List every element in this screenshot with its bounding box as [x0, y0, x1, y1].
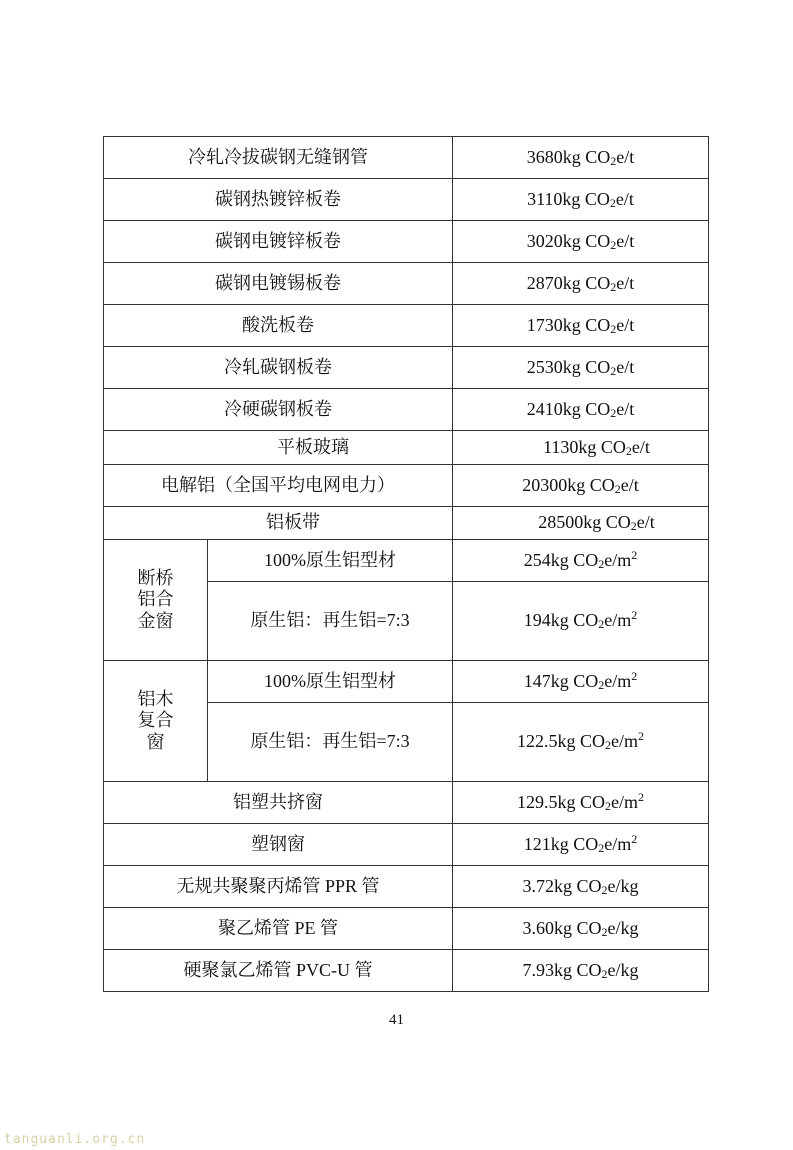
table-row	[104, 950, 709, 992]
material-name: 铝板带	[104, 507, 453, 540]
table-row	[104, 465, 709, 507]
emission-value: 2870kg $CO_2e/t$	[453, 263, 709, 305]
material-name: 碳钢电镀锌板卷	[104, 221, 453, 263]
emission-value: 194kg $CO_2e/m^2$	[453, 582, 709, 661]
material-name: 平板玻璃	[104, 431, 453, 465]
material-name: 酸洗板卷	[104, 305, 453, 347]
table-row	[104, 305, 709, 347]
table-row	[104, 179, 709, 221]
emission-factor-table	[103, 136, 709, 992]
emission-value: 3.72kg $CO_2e/kg$	[453, 866, 709, 908]
emission-value: 2530kg $CO_2e/t$	[453, 347, 709, 389]
sub-material-name: 原生铝：再生铝=7:3	[208, 582, 453, 661]
table-row	[104, 137, 709, 179]
material-name: 电解铝（全国平均电网电力）	[104, 465, 453, 507]
table-row	[104, 661, 709, 703]
emission-value: 129.5kg $CO_2e/m^2$	[453, 782, 709, 824]
sub-material-name: 100%原生铝型材	[208, 661, 453, 703]
table-row	[104, 347, 709, 389]
emission-value: 20300kg $CO_2e/t$	[453, 465, 709, 507]
table-row	[104, 782, 709, 824]
group-label-aluminum-wood-window: 铝木 复合 窗	[104, 661, 208, 782]
table-row	[104, 866, 709, 908]
table-row	[104, 908, 709, 950]
emission-value: 7.93kg $CO_2e/kg$	[453, 950, 709, 992]
sub-material-name: 100%原生铝型材	[208, 540, 453, 582]
table-row	[104, 507, 709, 540]
table-row	[104, 540, 709, 582]
material-name: 铝塑共挤窗	[104, 782, 453, 824]
material-name: 冷硬碳钢板卷	[104, 389, 453, 431]
watermark-text: tanguanli.org.cn	[4, 1132, 146, 1147]
group-label-broken-bridge-aluminum-window: 断桥 铝合 金窗	[104, 540, 208, 661]
emission-value: 2410kg $CO_2e/t$	[453, 389, 709, 431]
material-name: 聚乙烯管 PE 管	[104, 908, 453, 950]
table-row	[104, 824, 709, 866]
material-name: 无规共聚聚丙烯管 PPR 管	[104, 866, 453, 908]
emission-value: 3020kg $CO_2e/t$	[453, 221, 709, 263]
emission-value: 121kg $CO_2e/m^2$	[453, 824, 709, 866]
sub-material-name: 原生铝：再生铝=7:3	[208, 703, 453, 782]
material-name: 塑钢窗	[104, 824, 453, 866]
material-name: 碳钢热镀锌板卷	[104, 179, 453, 221]
material-name: 硬聚氯乙烯管 PVC-U 管	[104, 950, 453, 992]
material-name: 冷轧碳钢板卷	[104, 347, 453, 389]
emission-value: 122.5kg $CO_2e/m^2$	[453, 703, 709, 782]
emission-value: 28500kg $CO_2e/t$	[453, 507, 709, 540]
table-row	[104, 263, 709, 305]
table-row	[104, 389, 709, 431]
emission-value: 3680kg $CO_2e/t$	[453, 137, 709, 179]
emission-value: 1730kg $CO_2e/t$	[453, 305, 709, 347]
emission-value: 1130kg $CO_2e/t$	[453, 431, 709, 465]
material-name: 冷轧冷拔碳钢无缝钢管	[104, 137, 453, 179]
emission-value: 3110kg $CO_2e/t$	[453, 179, 709, 221]
material-name: 碳钢电镀锡板卷	[104, 263, 453, 305]
emission-value: 254kg $CO_2e/m^2$	[453, 540, 709, 582]
emission-value: 3.60kg $CO_2e/kg$	[453, 908, 709, 950]
emission-value: 147kg $CO_2e/m^2$	[453, 661, 709, 703]
table-row	[104, 431, 709, 465]
table-row	[104, 221, 709, 263]
page-number: 41	[389, 1012, 404, 1028]
